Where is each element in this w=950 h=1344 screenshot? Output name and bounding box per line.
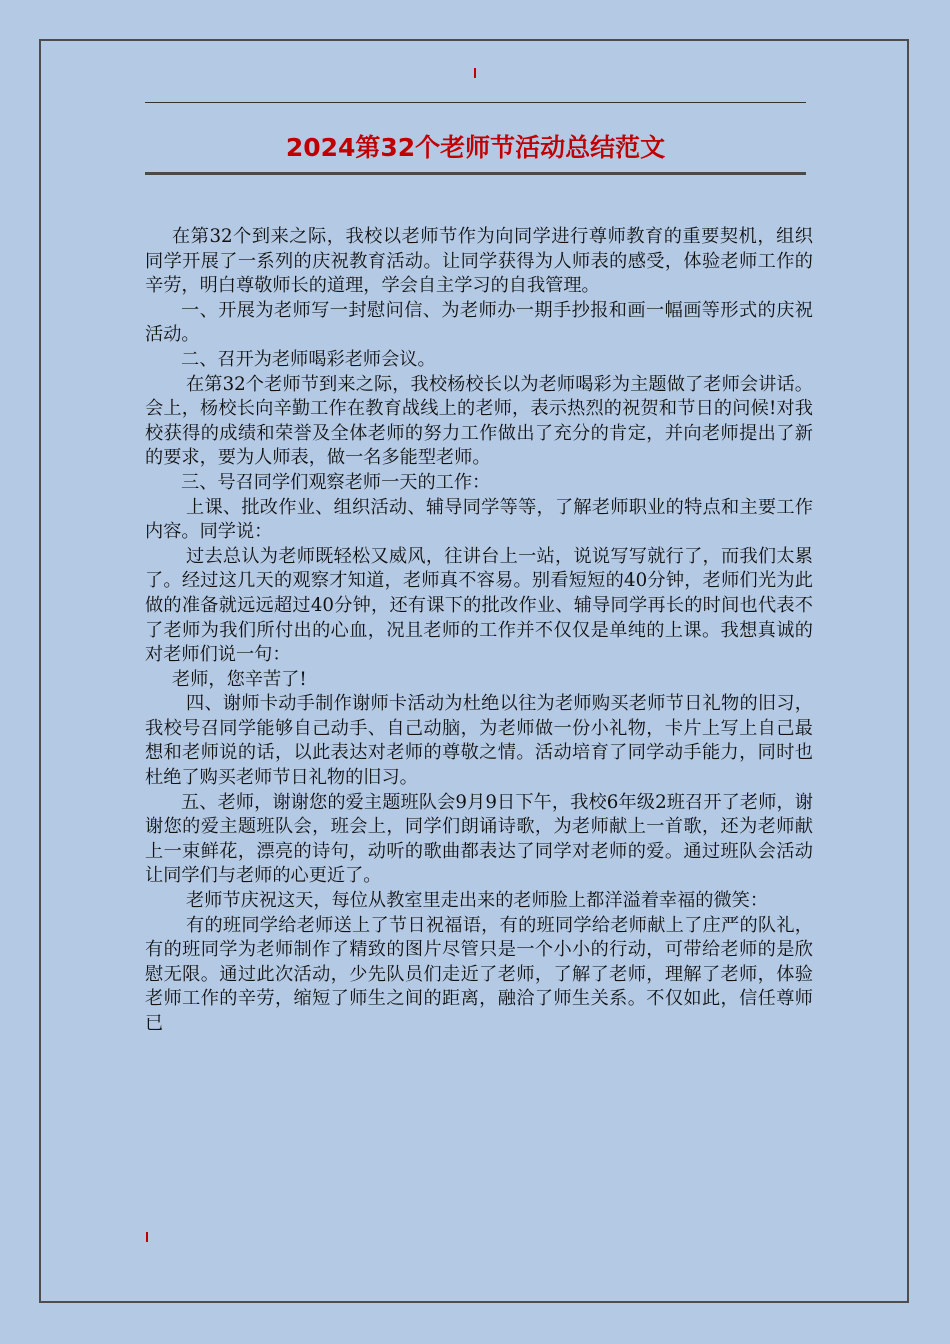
document-body bbox=[145, 225, 813, 1037]
paragraph-item-5: 五、老师，谢谢您的爱主题班队会9月9日下午，我校6年级2班召开了老师，谢谢您的爱主题班队会，班会上，同学们朗诵诗歌，为老师献上一首歌，还为老师献上一束鲜花，漂亮的诗句，动听的歌曲都表达了同学对老师的爱。通过班队会活动让同学们与老师的心更近了。 bbox=[145, 791, 813, 887]
paragraph-item-3: 三、号召同学们观察老师一天的工作： bbox=[181, 471, 491, 493]
document-title: 2024第32个老师节活动总结范文 bbox=[285, 133, 666, 162]
footer-cursor-mark bbox=[146, 1232, 148, 1242]
header-rule bbox=[145, 102, 806, 103]
paragraph-item-4: 四、谢师卡动手制作谢师卡活动为杜绝以往为老师购买老师节日礼物的旧习，我校号召同学能够自己动手、自己动脑，为老师做一份小礼物，卡片上写上自己最想和老师说的话，以此表达对老师的尊敬之情。活动培育了同学动手能力，同时也杜绝了购买老师节日礼物的旧习。 bbox=[145, 693, 813, 789]
paragraph-item-1: 一、开展为老师写一封慰问信、为老师办一期手抄报和画一幅画等形式的庆祝活动。 bbox=[145, 299, 813, 346]
header-cursor-mark bbox=[474, 68, 476, 78]
paragraph-item-2: 二、召开为老师喝彩老师会议。 bbox=[181, 348, 436, 370]
paragraph-item-2-detail: 在第32个老师节到来之际，我校杨校长以为老师喝彩为主题做了老师会讲话。会上，杨校长向辛勤工作在教育战线上的老师，表示热烈的祝贺和节日的问候!对我校获得的成绩和荣誉及全体老师的努力工作做出了充分的肯定，并向老师提出了新的要求，要为人师表，做一名多能型老师。 bbox=[145, 373, 813, 469]
paragraph-intro: 在第32个到来之际，我校以老师节作为向同学进行尊师教育的重要契机，组织同学开展了一系列的庆祝教育活动。让同学获得为人师表的感受，体验老师工作的辛劳，明白尊敬师长的道理，学会自主学习的自我管理。 bbox=[145, 226, 813, 297]
paragraph-thanks-line: 老师，您辛苦了! bbox=[172, 668, 307, 690]
paragraph-item-3-detail: 上课、批改作业、组织活动、辅导同学等等，了解老师职业的特点和主要工作内容。同学说： bbox=[145, 496, 813, 543]
title-rule bbox=[145, 172, 806, 175]
paragraph-celebration: 老师节庆祝这天，每位从教室里走出来的老师脸上都洋溢着幸福的微笑： bbox=[186, 890, 769, 912]
paragraph-conclusion: 有的班同学给老师送上了节日祝福语，有的班同学给老师献上了庄严的队礼，有的班同学为老师制作了精致的图片尽管只是一个小小的行动，可带给老师的是欣慰无限。通过此次活动，少先队员们走近了老师，了解了老师，理解了老师，体验老师工作的辛劳，缩短了师生之间的距离，融洽了师生关系。不仅如此，信任尊师已 bbox=[145, 914, 813, 1034]
paragraph-student-quote: 过去总认为老师既轻松又威风，往讲台上一站，说说写写就行了，而我们太累了。经过这几天的观察才知道，老师真不容易。别看短短的40分钟，老师们光为此做的准备就远远超过40分钟，还有课下的批改作业、辅导同学再长的时间也代表不了老师为我们所付出的心血，况且老师的工作并不仅仅是单纯的上课。我想真诚的对老师们说一句： bbox=[145, 545, 813, 666]
